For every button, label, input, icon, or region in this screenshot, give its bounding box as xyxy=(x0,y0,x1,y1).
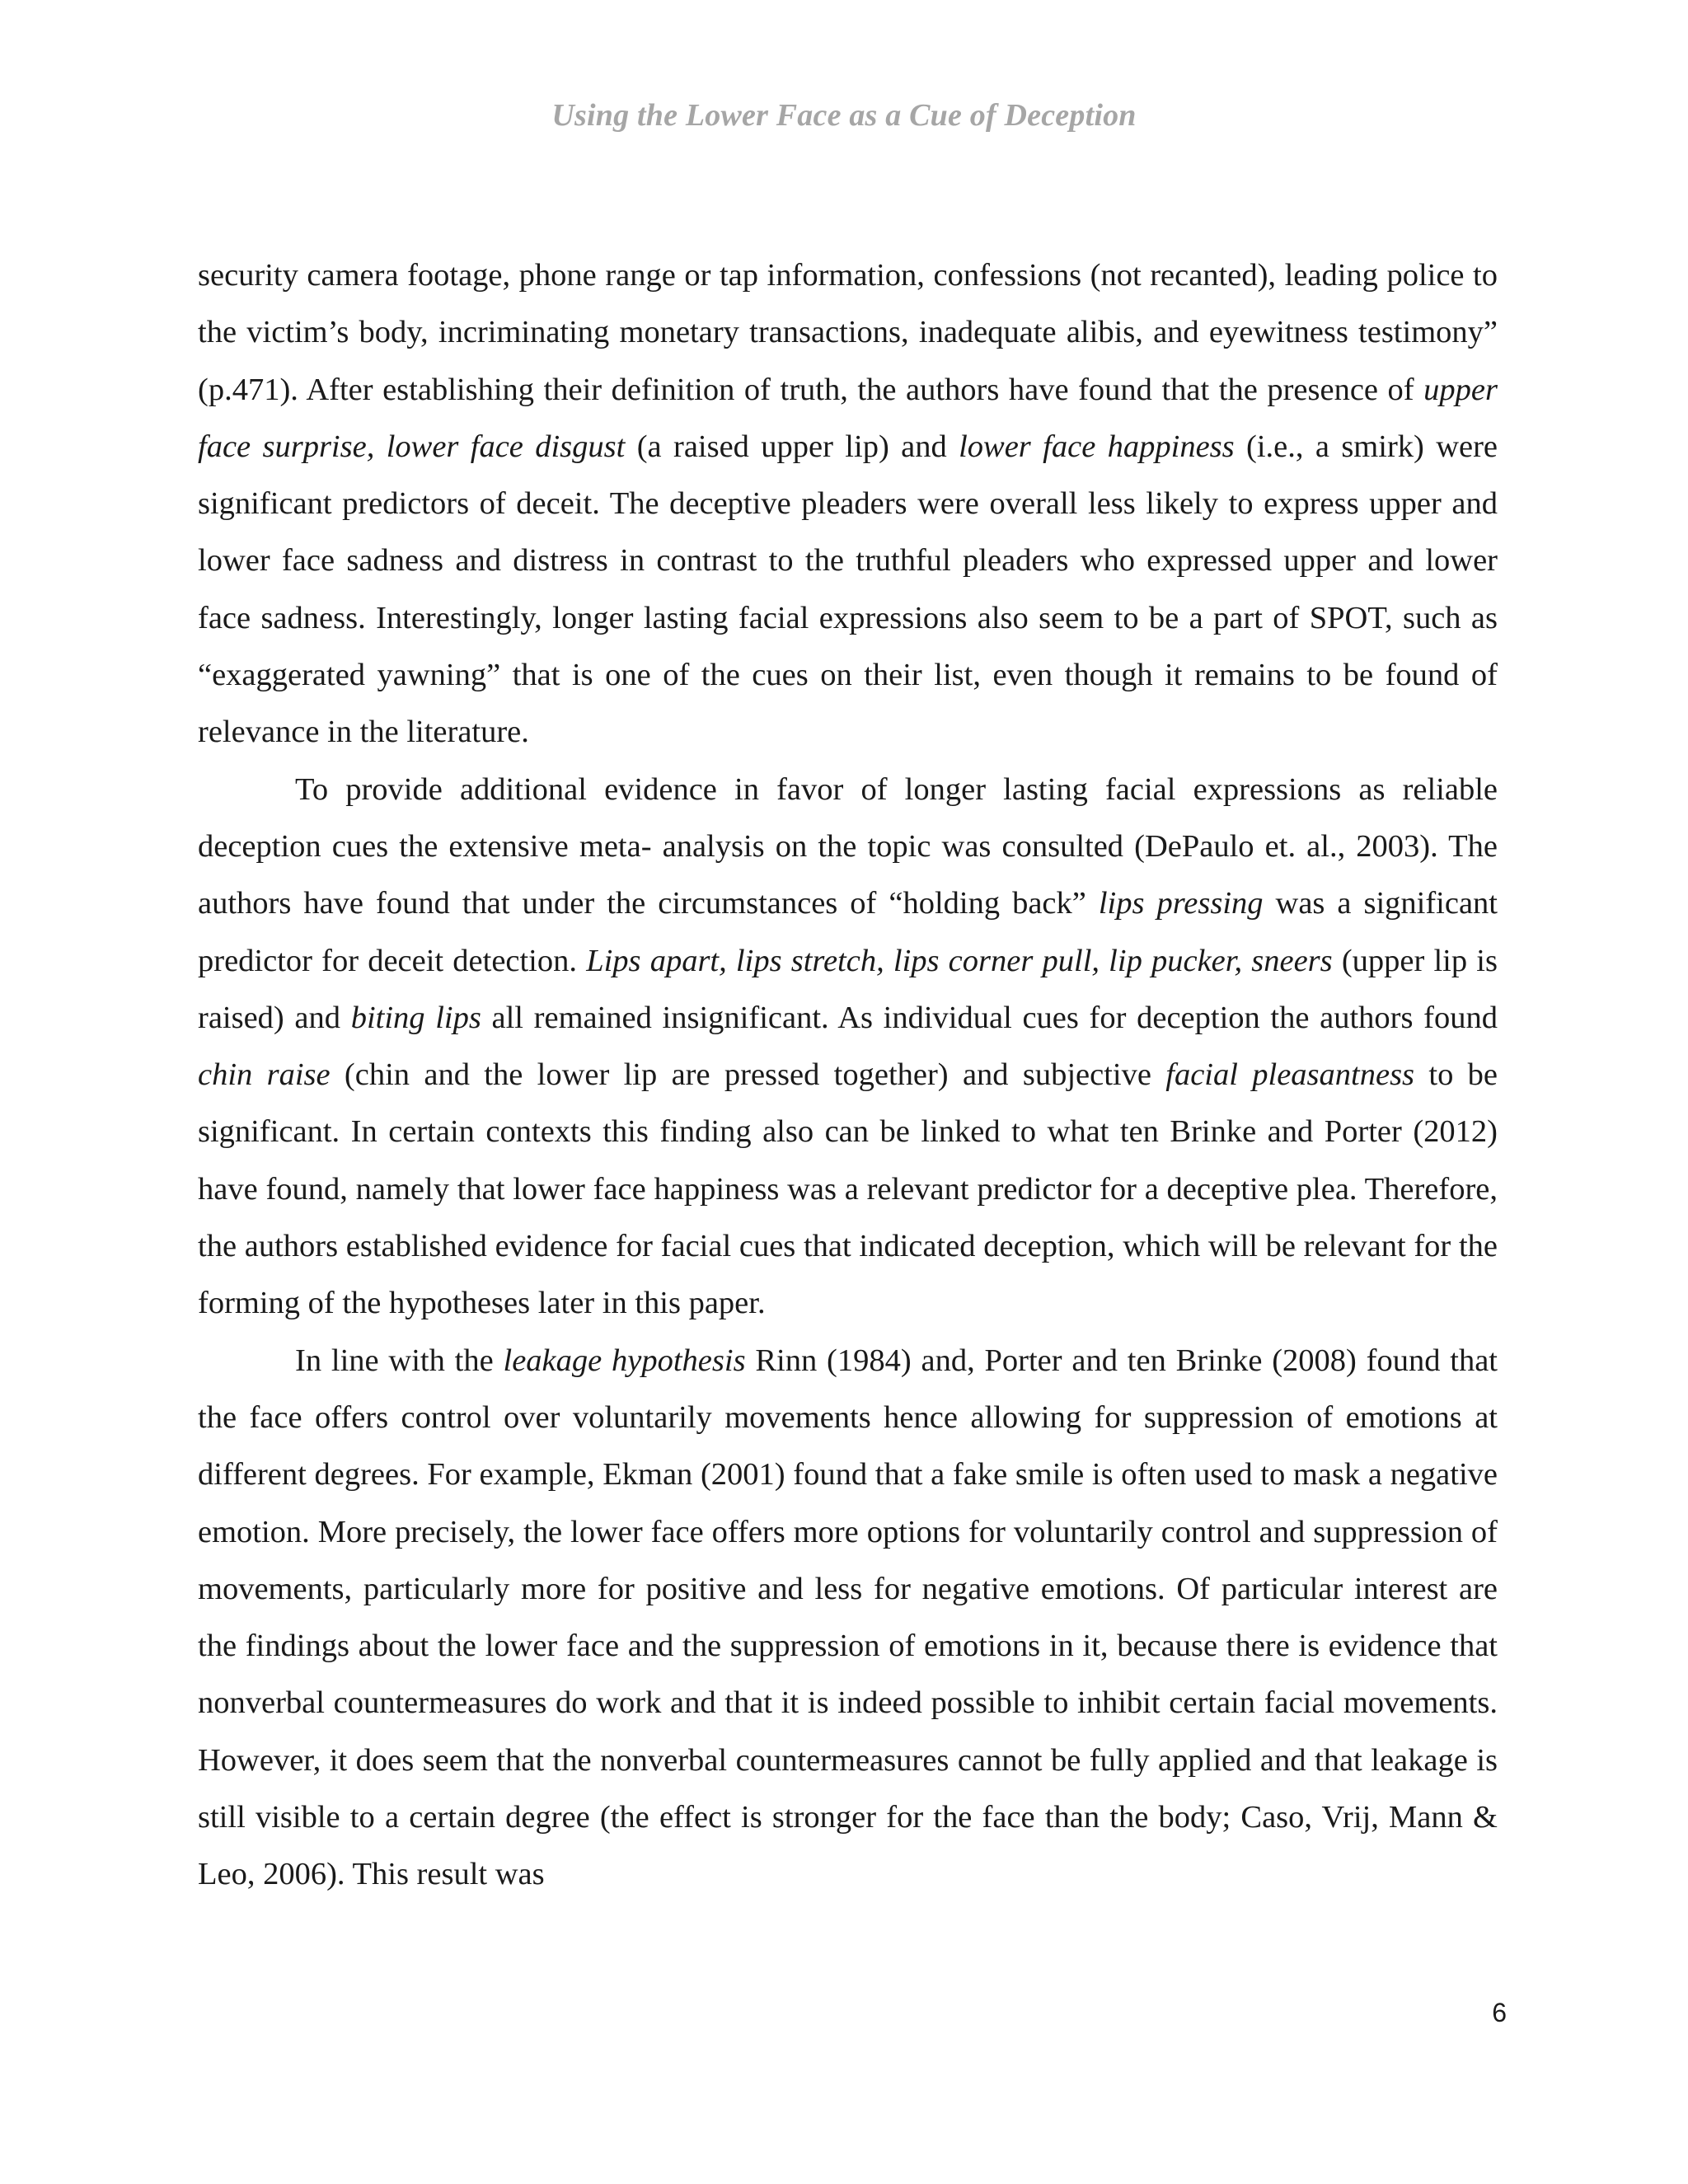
text-run: (upper lip is raised) and xyxy=(198,943,1498,1035)
italic-term: leakage hypothesis xyxy=(503,1343,746,1378)
text-run: To provide additional evidence in favor of longer lasting facial expressions as reliable deception cues the extensive meta- analysis on the topic was consulted (DePaulo et. al., 2003). The authors have found that under the circumstances of “holding back” xyxy=(198,771,1498,921)
text-run: (chin and the lower lip are pressed together) and subjective xyxy=(330,1057,1166,1093)
italic-term: Lips apart, lips stretch, lips corner pull, lip pucker, sneers xyxy=(586,943,1333,978)
italic-term: facial pleasantness xyxy=(1165,1057,1415,1093)
italic-term: lower face happiness xyxy=(959,429,1235,464)
italic-term: lips pressing xyxy=(1098,886,1264,921)
paragraph xyxy=(198,762,1498,1333)
italic-term: upper face surprise, lower face disgust xyxy=(198,372,1498,464)
body-text xyxy=(198,247,1498,1904)
running-header: Using the Lower Face as a Cue of Deception xyxy=(551,98,1137,133)
paragraph xyxy=(198,1333,1498,1904)
page-number: 6 xyxy=(1492,1998,1507,2027)
text-run: In line with the xyxy=(295,1343,504,1378)
text-run: to be significant. In certain contexts this finding also can be linked to what ten Brinke and Porter (2012) have found, namely that lower face happiness was a relevant predictor for a deceptive plea. Therefore, the authors established evidence for facial cues that indicated deception, which will be relevant for the forming of the hypotheses later in this paper. xyxy=(198,1057,1498,1321)
text-run: (i.e., a smirk) were significant predictors of deceit. The deceptive pleaders were overall less likely to express upper and lower face sadness and distress in contrast to the truthful pleaders who expressed upper and lower face sadness. Interestingly, longer lasting facial expressions also seem to be a part of SPOT, such as “exaggerated yawning” that is one of the cues on their list, even though it remains to be found of relevance in the literature. xyxy=(198,429,1498,750)
text-run: Rinn (1984) and, Porter and ten Brinke (2008) found that the face offers control over voluntarily movements hence allowing for suppression of emotions at different degrees. For example, Ekman (2001) found that a fake smile is often used to mask a negative emotion. More precisely, the lower face offers more options for voluntarily control and suppression of movements, particularly more for positive and less for negative emotions. Of particular interest are the findings about the lower face and the suppression of emotions in it, because there is evidence that nonverbal countermeasures do work and that it is indeed possible to inhibit certain facial movements. However, it does seem that the nonverbal countermeasures cannot be fully applied and that leakage is still visible to a certain degree (the effect is stronger for the face than the body; Caso, Vrij, Mann & Leo, 2006). This result was xyxy=(198,1343,1498,1892)
text-run: all remained insignificant. As individual cues for deception the authors found xyxy=(481,1000,1498,1035)
italic-term: chin raise xyxy=(198,1057,331,1093)
text-run: (a raised upper lip) and xyxy=(625,429,959,464)
italic-term: biting lips xyxy=(350,1000,481,1035)
text-run: security camera footage, phone range or tap information, confessions (not recanted), leading police to the victim’s body, incriminating monetary transactions, inadequate alibis, and eyewitness testimony” (p.471). After establishing their definition of truth, the authors have found that the presence of xyxy=(198,258,1498,407)
paragraph xyxy=(198,247,1498,762)
text-run: was a significant predictor for deceit detection. xyxy=(198,886,1498,978)
